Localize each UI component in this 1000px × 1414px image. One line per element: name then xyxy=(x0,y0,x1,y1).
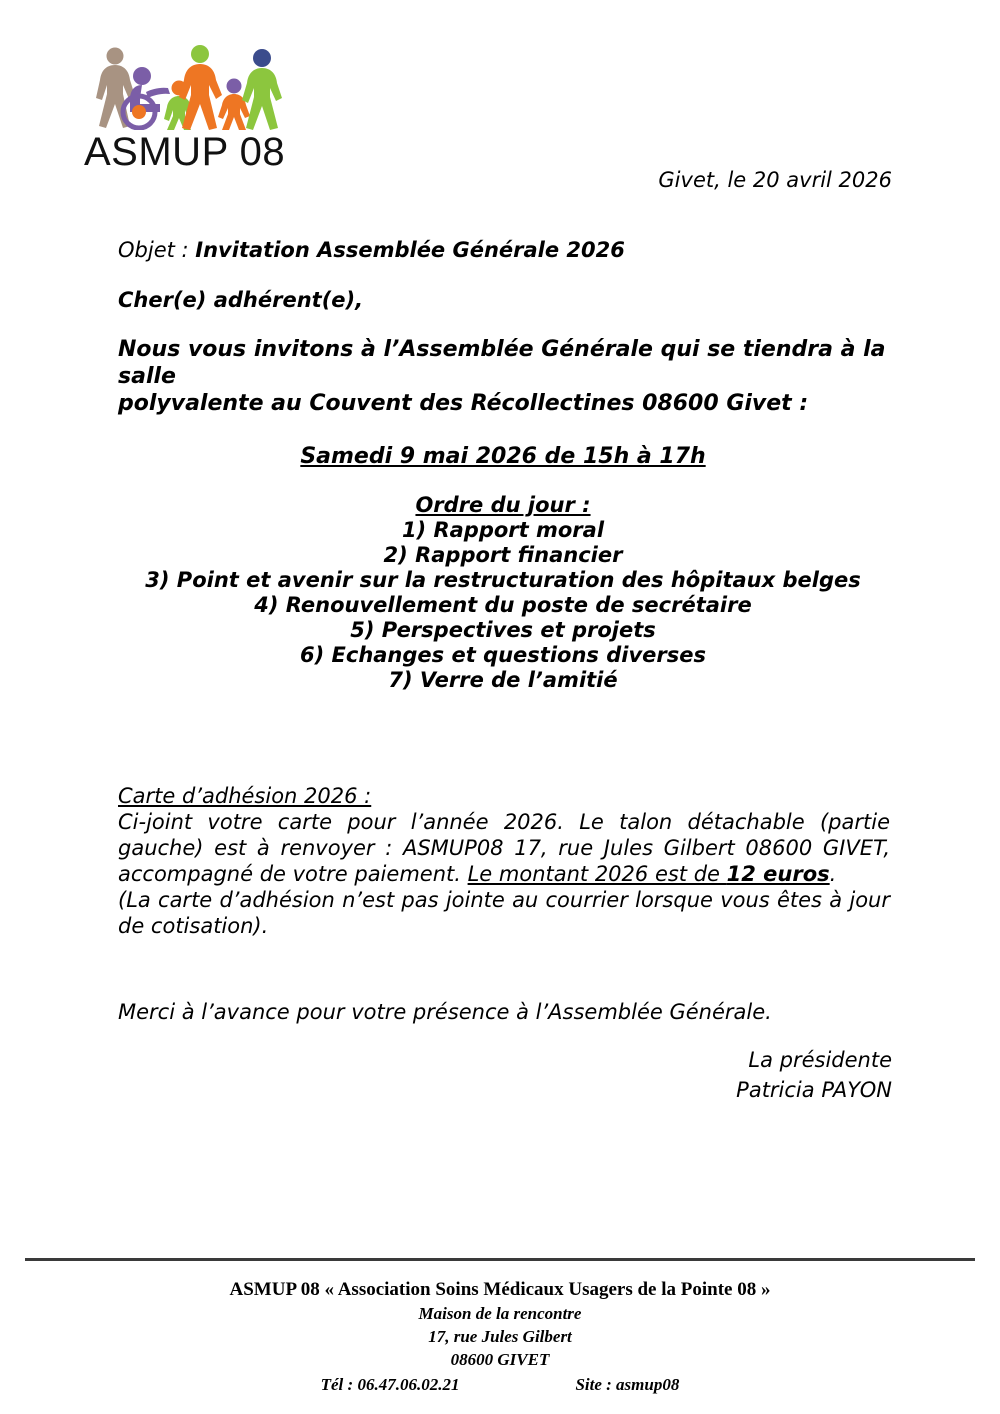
meeting-datetime: Samedi 9 mai 2026 de 15h à 17h xyxy=(300,444,706,469)
invitation-line-1: Nous vous invitons à l’Assemblée Générale qui se tiendra à la salle xyxy=(118,337,886,389)
amount-suffix: . xyxy=(829,862,837,886)
agenda-item: 2) Rapport financier xyxy=(383,543,623,567)
agenda-item: 7) Verre de l’amitié xyxy=(388,668,618,692)
closing-line: Merci à l’avance pour votre présence à l’Assemblée Générale. xyxy=(118,1000,772,1024)
agenda-item: 3) Point et avenir sur la restructuration des hôpitaux belges xyxy=(145,568,861,592)
footer-association-name: ASMUP 08 « Association Soins Médicaux Usagers de la Pointe 08 » xyxy=(229,1279,771,1300)
membership-card-paragraph xyxy=(118,809,890,887)
footer-phone: Tél : 06.47.06.02.21 xyxy=(320,1375,460,1394)
footer-venue: Maison de la rencontre xyxy=(418,1304,582,1323)
agenda-item: 1) Rapport moral xyxy=(401,518,605,542)
subject-label: Objet : xyxy=(118,238,189,262)
membership-card-block xyxy=(118,783,890,939)
asmup-08-logo xyxy=(78,42,298,172)
signature-block xyxy=(736,1045,892,1105)
footer-street: 17, rue Jules Gilbert xyxy=(428,1327,572,1346)
membership-amount: 12 euros xyxy=(726,862,830,886)
agenda-item: 4) Renouvellement du poste de secrétaire xyxy=(254,593,752,617)
greeting: Cher(e) adhérent(e), xyxy=(118,288,364,312)
membership-card-text: Ci-joint votre carte pour l’année 2026. Le talon détachable (partie gauche) est à renvoyer : ASMUP08 17, rue Jules Gilbert 08600 GIVET, accompagné de votre paiement. xyxy=(118,810,890,886)
subject-value: Invitation Assemblée Générale 2026 xyxy=(195,238,625,262)
date-line: Givet, le 20 avril 2026 xyxy=(658,168,892,192)
agenda-block xyxy=(118,493,888,693)
membership-card-title: Carte d’adhésion 2026 : xyxy=(118,784,372,808)
membership-amount-sentence xyxy=(468,862,830,886)
logo-people-icon xyxy=(82,42,282,130)
footer-city: 08600 GIVET xyxy=(450,1350,550,1369)
agenda-item: 5) Perspectives et projets xyxy=(350,618,656,642)
subject-line xyxy=(118,236,888,264)
amount-prefix: Le montant 2026 est de xyxy=(467,862,727,886)
footer-block xyxy=(0,1277,1000,1396)
logo-wordmark: ASMUP 08 xyxy=(84,130,286,174)
signature-role: La présidente xyxy=(748,1048,892,1072)
invitation-line-2: polyvalente au Couvent des Récollectines 08600 Givet : xyxy=(118,391,809,416)
agenda-item: 6) Echanges et questions diverses xyxy=(300,643,706,667)
footer-divider xyxy=(25,1258,975,1261)
signature-name: Patricia PAYON xyxy=(736,1078,892,1102)
letter-body xyxy=(118,236,888,693)
footer-contact xyxy=(0,1373,1000,1396)
membership-card-note: (La carte d’adhésion n’est pas jointe au courrier lorsque vous êtes à jour de cotisation). xyxy=(118,888,890,938)
invitation-paragraph xyxy=(118,336,888,417)
footer-site: Site : asmup08 xyxy=(575,1375,680,1394)
agenda-title: Ordre du jour : xyxy=(415,493,591,517)
